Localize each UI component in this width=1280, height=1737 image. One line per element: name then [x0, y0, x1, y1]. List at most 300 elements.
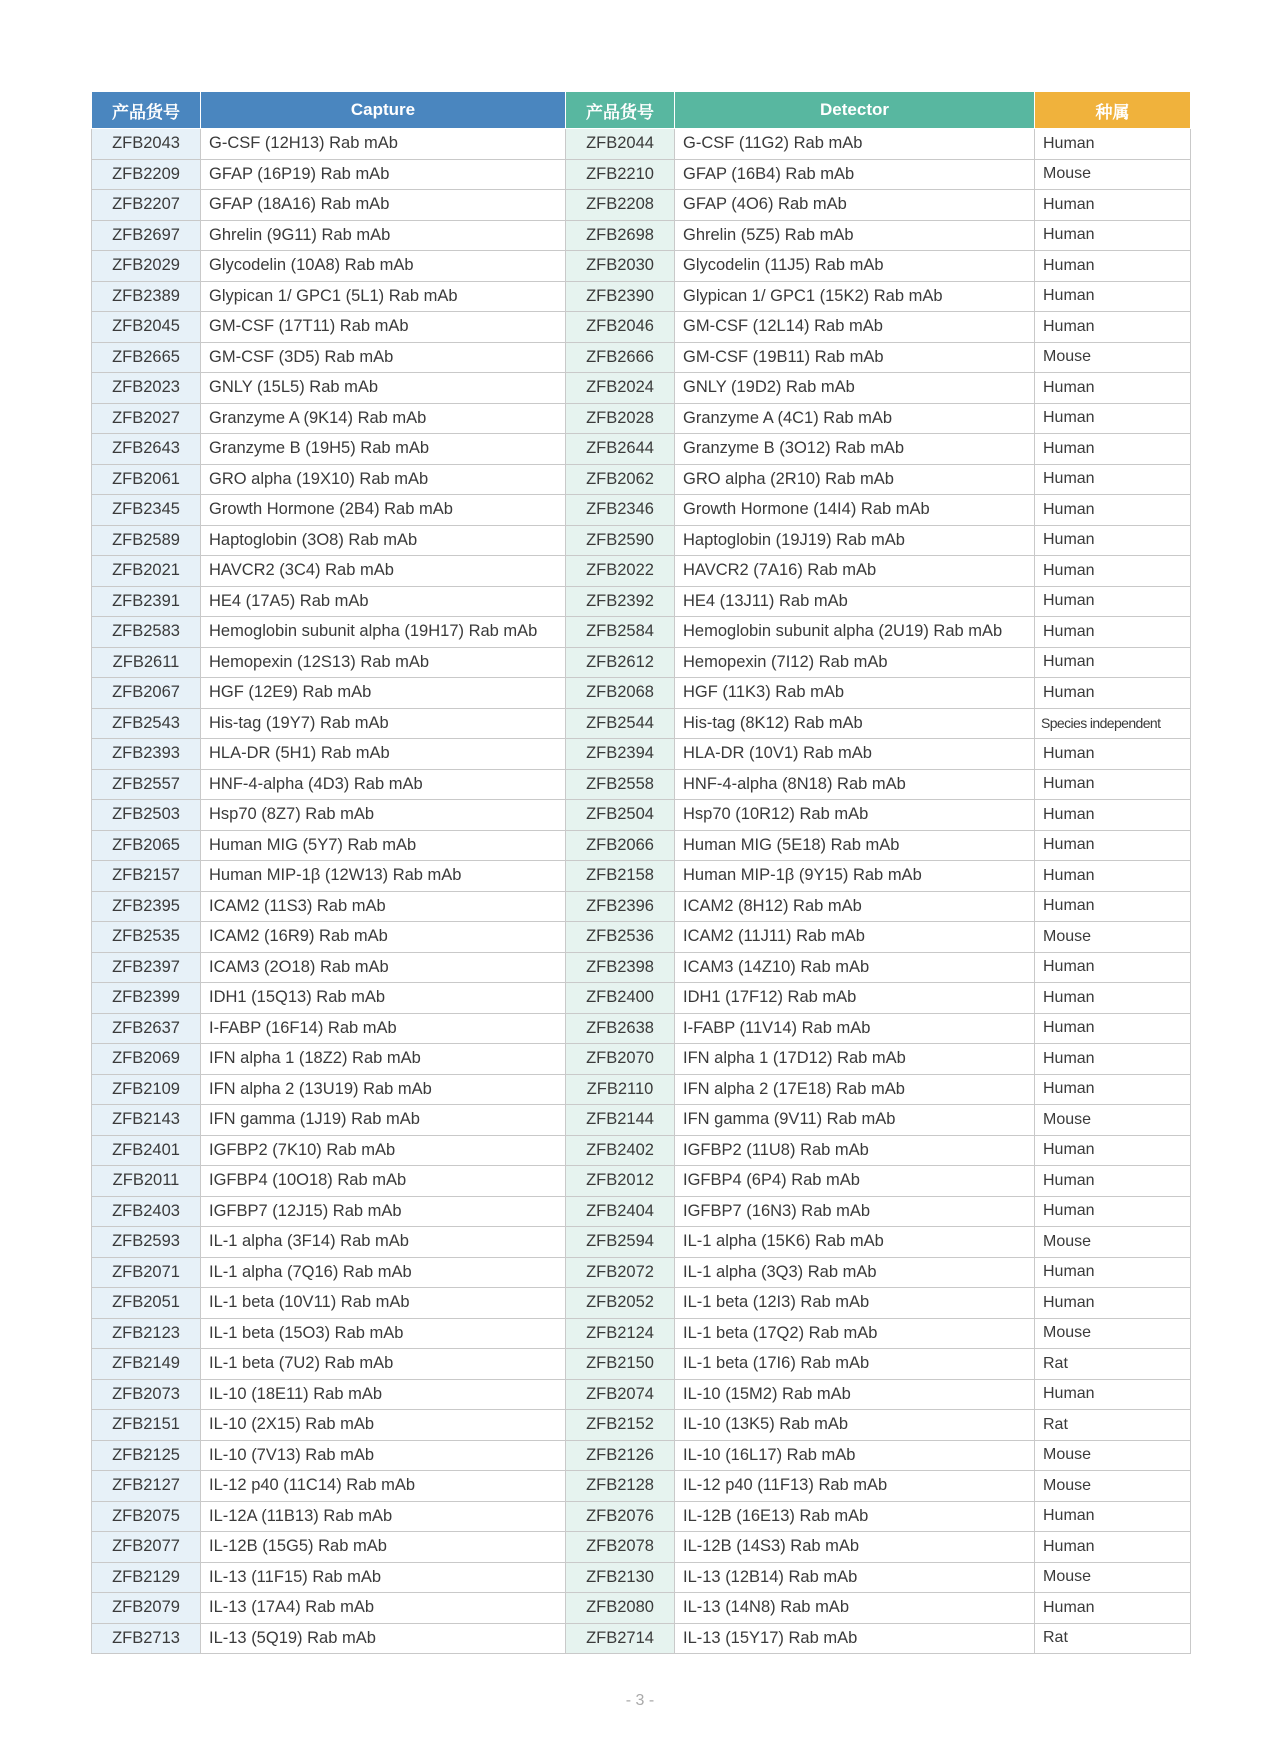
species-cell: Human: [1035, 861, 1191, 892]
species-cell: Human: [1035, 1196, 1191, 1227]
detector-code-cell: ZFB2110: [566, 1074, 675, 1105]
detector-antibody-cell: Glycodelin (11J5) Rab mAb: [675, 251, 1035, 282]
capture-antibody-cell: IL-13 (5Q19) Rab mAb: [201, 1623, 566, 1654]
detector-code-cell: ZFB2074: [566, 1379, 675, 1410]
capture-antibody-cell: I-FABP (16F14) Rab mAb: [201, 1013, 566, 1044]
table-row: [92, 1623, 1191, 1654]
detector-antibody-cell: GRO alpha (2R10) Rab mAb: [675, 464, 1035, 495]
species-cell: Human: [1035, 1532, 1191, 1563]
detector-antibody-cell: GFAP (16B4) Rab mAb: [675, 159, 1035, 190]
detector-antibody-cell: HE4 (13J11) Rab mAb: [675, 586, 1035, 617]
capture-antibody-cell: IGFBP2 (7K10) Rab mAb: [201, 1135, 566, 1166]
species-cell: Rat: [1035, 1349, 1191, 1380]
header-detector: Detector: [675, 92, 1035, 129]
detector-code-cell: ZFB2396: [566, 891, 675, 922]
detector-code-cell: ZFB2068: [566, 678, 675, 709]
species-cell: Human: [1035, 1379, 1191, 1410]
detector-antibody-cell: IL-13 (14N8) Rab mAb: [675, 1593, 1035, 1624]
capture-antibody-cell: Hsp70 (8Z7) Rab mAb: [201, 800, 566, 831]
detector-antibody-cell: Ghrelin (5Z5) Rab mAb: [675, 220, 1035, 251]
capture-code-cell: ZFB2073: [92, 1379, 201, 1410]
detector-code-cell: ZFB2590: [566, 525, 675, 556]
detector-antibody-cell: ICAM2 (8H12) Rab mAb: [675, 891, 1035, 922]
detector-antibody-cell: IL-1 beta (17I6) Rab mAb: [675, 1349, 1035, 1380]
capture-antibody-cell: Human MIG (5Y7) Rab mAb: [201, 830, 566, 861]
table-row: [92, 1135, 1191, 1166]
species-cell: Human: [1035, 434, 1191, 465]
detector-code-cell: ZFB2504: [566, 800, 675, 831]
capture-antibody-cell: IL-1 alpha (3F14) Rab mAb: [201, 1227, 566, 1258]
capture-code-cell: ZFB2393: [92, 739, 201, 770]
capture-antibody-cell: Glypican 1/ GPC1 (5L1) Rab mAb: [201, 281, 566, 312]
species-cell: Mouse: [1035, 922, 1191, 953]
capture-code-cell: ZFB2713: [92, 1623, 201, 1654]
table-row: [92, 220, 1191, 251]
detector-code-cell: ZFB2346: [566, 495, 675, 526]
detector-code-cell: ZFB2128: [566, 1471, 675, 1502]
capture-code-cell: ZFB2345: [92, 495, 201, 526]
capture-code-cell: ZFB2535: [92, 922, 201, 953]
table-row: [92, 1532, 1191, 1563]
capture-code-cell: ZFB2611: [92, 647, 201, 678]
capture-antibody-cell: IL-1 beta (10V11) Rab mAb: [201, 1288, 566, 1319]
detector-code-cell: ZFB2028: [566, 403, 675, 434]
capture-antibody-cell: IGFBP4 (10O18) Rab mAb: [201, 1166, 566, 1197]
table-row: [92, 678, 1191, 709]
species-cell: Human: [1035, 1013, 1191, 1044]
detector-code-cell: ZFB2158: [566, 861, 675, 892]
table-row: [92, 1166, 1191, 1197]
header-capture-code: 产品货号: [92, 92, 201, 129]
detector-antibody-cell: Glypican 1/ GPC1 (15K2) Rab mAb: [675, 281, 1035, 312]
detector-antibody-cell: IL-13 (15Y17) Rab mAb: [675, 1623, 1035, 1654]
table-row: [92, 1562, 1191, 1593]
table-row: [92, 1501, 1191, 1532]
capture-antibody-cell: ICAM3 (2O18) Rab mAb: [201, 952, 566, 983]
capture-code-cell: ZFB2557: [92, 769, 201, 800]
capture-code-cell: ZFB2069: [92, 1044, 201, 1075]
header-detector-code: 产品货号: [566, 92, 675, 129]
table-row: [92, 495, 1191, 526]
table-row: [92, 1593, 1191, 1624]
capture-code-cell: ZFB2665: [92, 342, 201, 373]
table-row: [92, 1074, 1191, 1105]
capture-code-cell: ZFB2021: [92, 556, 201, 587]
detector-antibody-cell: IL-12B (14S3) Rab mAb: [675, 1532, 1035, 1563]
capture-antibody-cell: Hemopexin (12S13) Rab mAb: [201, 647, 566, 678]
capture-code-cell: ZFB2391: [92, 586, 201, 617]
detector-code-cell: ZFB2062: [566, 464, 675, 495]
species-cell: Human: [1035, 1166, 1191, 1197]
capture-antibody-cell: Granzyme A (9K14) Rab mAb: [201, 403, 566, 434]
capture-antibody-cell: GRO alpha (19X10) Rab mAb: [201, 464, 566, 495]
capture-antibody-cell: IL-12 p40 (11C14) Rab mAb: [201, 1471, 566, 1502]
capture-antibody-cell: IL-10 (18E11) Rab mAb: [201, 1379, 566, 1410]
table-row: [92, 586, 1191, 617]
detector-antibody-cell: IDH1 (17F12) Rab mAb: [675, 983, 1035, 1014]
detector-antibody-cell: IL-10 (13K5) Rab mAb: [675, 1410, 1035, 1441]
capture-code-cell: ZFB2123: [92, 1318, 201, 1349]
species-cell: Human: [1035, 464, 1191, 495]
species-cell: Human: [1035, 800, 1191, 831]
detector-code-cell: ZFB2666: [566, 342, 675, 373]
table-row: [92, 373, 1191, 404]
capture-code-cell: ZFB2389: [92, 281, 201, 312]
detector-code-cell: ZFB2644: [566, 434, 675, 465]
detector-code-cell: ZFB2404: [566, 1196, 675, 1227]
detector-antibody-cell: Human MIG (5E18) Rab mAb: [675, 830, 1035, 861]
detector-code-cell: ZFB2080: [566, 1593, 675, 1624]
capture-code-cell: ZFB2589: [92, 525, 201, 556]
capture-antibody-cell: IL-12A (11B13) Rab mAb: [201, 1501, 566, 1532]
detector-antibody-cell: Growth Hormone (14I4) Rab mAb: [675, 495, 1035, 526]
species-cell: Human: [1035, 1288, 1191, 1319]
detector-code-cell: ZFB2072: [566, 1257, 675, 1288]
detector-antibody-cell: GM-CSF (19B11) Rab mAb: [675, 342, 1035, 373]
capture-antibody-cell: Human MIP-1β (12W13) Rab mAb: [201, 861, 566, 892]
table-row: [92, 281, 1191, 312]
detector-code-cell: ZFB2536: [566, 922, 675, 953]
detector-code-cell: ZFB2152: [566, 1410, 675, 1441]
table-row: [92, 556, 1191, 587]
species-cell: Species independent: [1035, 708, 1191, 739]
detector-antibody-cell: IFN alpha 1 (17D12) Rab mAb: [675, 1044, 1035, 1075]
table-row: [92, 159, 1191, 190]
detector-code-cell: ZFB2398: [566, 952, 675, 983]
detector-code-cell: ZFB2208: [566, 190, 675, 221]
detector-code-cell: ZFB2030: [566, 251, 675, 282]
table-row: [92, 312, 1191, 343]
capture-code-cell: ZFB2129: [92, 1562, 201, 1593]
capture-antibody-cell: IGFBP7 (12J15) Rab mAb: [201, 1196, 566, 1227]
detector-antibody-cell: IL-1 beta (17Q2) Rab mAb: [675, 1318, 1035, 1349]
detector-code-cell: ZFB2126: [566, 1440, 675, 1471]
capture-antibody-cell: Hemoglobin subunit alpha (19H17) Rab mAb: [201, 617, 566, 648]
species-cell: Human: [1035, 525, 1191, 556]
table-row: [92, 769, 1191, 800]
detector-code-cell: ZFB2052: [566, 1288, 675, 1319]
capture-antibody-cell: IL-1 beta (7U2) Rab mAb: [201, 1349, 566, 1380]
table-row: [92, 800, 1191, 831]
species-cell: Mouse: [1035, 1318, 1191, 1349]
detector-antibody-cell: HLA-DR (10V1) Rab mAb: [675, 739, 1035, 770]
detector-code-cell: ZFB2124: [566, 1318, 675, 1349]
species-cell: Mouse: [1035, 1471, 1191, 1502]
species-cell: Rat: [1035, 1623, 1191, 1654]
species-cell: Rat: [1035, 1410, 1191, 1441]
detector-antibody-cell: IL-1 beta (12I3) Rab mAb: [675, 1288, 1035, 1319]
table-row: [92, 403, 1191, 434]
capture-code-cell: ZFB2079: [92, 1593, 201, 1624]
capture-antibody-cell: HAVCR2 (3C4) Rab mAb: [201, 556, 566, 587]
capture-antibody-cell: IL-1 alpha (7Q16) Rab mAb: [201, 1257, 566, 1288]
capture-antibody-cell: GNLY (15L5) Rab mAb: [201, 373, 566, 404]
detector-code-cell: ZFB2594: [566, 1227, 675, 1258]
species-cell: Human: [1035, 312, 1191, 343]
capture-antibody-cell: IL-10 (2X15) Rab mAb: [201, 1410, 566, 1441]
species-cell: Human: [1035, 373, 1191, 404]
capture-code-cell: ZFB2207: [92, 190, 201, 221]
detector-antibody-cell: Human MIP-1β (9Y15) Rab mAb: [675, 861, 1035, 892]
detector-antibody-cell: IL-12B (16E13) Rab mAb: [675, 1501, 1035, 1532]
species-cell: Human: [1035, 769, 1191, 800]
species-cell: Human: [1035, 1044, 1191, 1075]
detector-antibody-cell: IL-10 (16L17) Rab mAb: [675, 1440, 1035, 1471]
species-cell: Human: [1035, 586, 1191, 617]
capture-code-cell: ZFB2157: [92, 861, 201, 892]
detector-code-cell: ZFB2066: [566, 830, 675, 861]
capture-code-cell: ZFB2395: [92, 891, 201, 922]
capture-antibody-cell: His-tag (19Y7) Rab mAb: [201, 708, 566, 739]
table-row: [92, 1288, 1191, 1319]
capture-antibody-cell: IL-12B (15G5) Rab mAb: [201, 1532, 566, 1563]
capture-code-cell: ZFB2051: [92, 1288, 201, 1319]
detector-code-cell: ZFB2046: [566, 312, 675, 343]
detector-code-cell: ZFB2392: [566, 586, 675, 617]
capture-code-cell: ZFB2077: [92, 1532, 201, 1563]
capture-code-cell: ZFB2209: [92, 159, 201, 190]
table-row: [92, 1318, 1191, 1349]
capture-code-cell: ZFB2065: [92, 830, 201, 861]
capture-code-cell: ZFB2067: [92, 678, 201, 709]
capture-antibody-cell: GFAP (18A16) Rab mAb: [201, 190, 566, 221]
detector-antibody-cell: IL-13 (12B14) Rab mAb: [675, 1562, 1035, 1593]
detector-antibody-cell: ICAM2 (11J11) Rab mAb: [675, 922, 1035, 953]
species-cell: Human: [1035, 1074, 1191, 1105]
detector-code-cell: ZFB2638: [566, 1013, 675, 1044]
table-row: [92, 1196, 1191, 1227]
detector-code-cell: ZFB2078: [566, 1532, 675, 1563]
species-cell: Mouse: [1035, 1562, 1191, 1593]
detector-code-cell: ZFB2070: [566, 1044, 675, 1075]
detector-code-cell: ZFB2390: [566, 281, 675, 312]
capture-antibody-cell: HGF (12E9) Rab mAb: [201, 678, 566, 709]
capture-code-cell: ZFB2109: [92, 1074, 201, 1105]
detector-antibody-cell: Hsp70 (10R12) Rab mAb: [675, 800, 1035, 831]
species-cell: Human: [1035, 220, 1191, 251]
capture-antibody-cell: G-CSF (12H13) Rab mAb: [201, 129, 566, 160]
species-cell: Human: [1035, 1501, 1191, 1532]
detector-code-cell: ZFB2024: [566, 373, 675, 404]
species-cell: Human: [1035, 495, 1191, 526]
capture-antibody-cell: IDH1 (15Q13) Rab mAb: [201, 983, 566, 1014]
detector-antibody-cell: Hemopexin (7I12) Rab mAb: [675, 647, 1035, 678]
detector-antibody-cell: G-CSF (11G2) Rab mAb: [675, 129, 1035, 160]
detector-antibody-cell: ICAM3 (14Z10) Rab mAb: [675, 952, 1035, 983]
table-row: [92, 190, 1191, 221]
species-cell: Human: [1035, 891, 1191, 922]
detector-code-cell: ZFB2584: [566, 617, 675, 648]
detector-antibody-cell: IL-12 p40 (11F13) Rab mAb: [675, 1471, 1035, 1502]
species-cell: Mouse: [1035, 1440, 1191, 1471]
table-row: [92, 464, 1191, 495]
detector-code-cell: ZFB2130: [566, 1562, 675, 1593]
table-row: [92, 1440, 1191, 1471]
table-row: [92, 1257, 1191, 1288]
detector-antibody-cell: I-FABP (11V14) Rab mAb: [675, 1013, 1035, 1044]
detector-antibody-cell: IGFBP2 (11U8) Rab mAb: [675, 1135, 1035, 1166]
detector-antibody-cell: His-tag (8K12) Rab mAb: [675, 708, 1035, 739]
detector-antibody-cell: Hemoglobin subunit alpha (2U19) Rab mAb: [675, 617, 1035, 648]
capture-code-cell: ZFB2397: [92, 952, 201, 983]
table-row: [92, 739, 1191, 770]
species-cell: Mouse: [1035, 159, 1191, 190]
detector-antibody-cell: IFN alpha 2 (17E18) Rab mAb: [675, 1074, 1035, 1105]
capture-antibody-cell: IFN alpha 2 (13U19) Rab mAb: [201, 1074, 566, 1105]
table-row: [92, 1227, 1191, 1258]
capture-antibody-cell: Glycodelin (10A8) Rab mAb: [201, 251, 566, 282]
capture-antibody-cell: IFN gamma (1J19) Rab mAb: [201, 1105, 566, 1136]
table-row: [92, 434, 1191, 465]
table-row: [92, 922, 1191, 953]
detector-code-cell: ZFB2544: [566, 708, 675, 739]
table-row: [92, 1471, 1191, 1502]
capture-antibody-cell: Ghrelin (9G11) Rab mAb: [201, 220, 566, 251]
capture-code-cell: ZFB2643: [92, 434, 201, 465]
header-capture: Capture: [201, 92, 566, 129]
capture-code-cell: ZFB2543: [92, 708, 201, 739]
capture-code-cell: ZFB2125: [92, 1440, 201, 1471]
detector-code-cell: ZFB2698: [566, 220, 675, 251]
table-row: [92, 1105, 1191, 1136]
capture-antibody-cell: IL-13 (17A4) Rab mAb: [201, 1593, 566, 1624]
table-row: [92, 952, 1191, 983]
capture-code-cell: ZFB2027: [92, 403, 201, 434]
detector-code-cell: ZFB2150: [566, 1349, 675, 1380]
detector-antibody-cell: IGFBP4 (6P4) Rab mAb: [675, 1166, 1035, 1197]
capture-antibody-cell: GM-CSF (17T11) Rab mAb: [201, 312, 566, 343]
capture-code-cell: ZFB2071: [92, 1257, 201, 1288]
detector-antibody-cell: Granzyme A (4C1) Rab mAb: [675, 403, 1035, 434]
table-row: [92, 1044, 1191, 1075]
species-cell: Human: [1035, 830, 1191, 861]
product-table: [91, 91, 1191, 1654]
detector-antibody-cell: HAVCR2 (7A16) Rab mAb: [675, 556, 1035, 587]
capture-code-cell: ZFB2045: [92, 312, 201, 343]
capture-code-cell: ZFB2583: [92, 617, 201, 648]
capture-antibody-cell: HE4 (17A5) Rab mAb: [201, 586, 566, 617]
capture-code-cell: ZFB2023: [92, 373, 201, 404]
table-row: [92, 129, 1191, 160]
species-cell: Mouse: [1035, 1227, 1191, 1258]
capture-code-cell: ZFB2151: [92, 1410, 201, 1441]
table-row: [92, 708, 1191, 739]
detector-code-cell: ZFB2400: [566, 983, 675, 1014]
species-cell: Mouse: [1035, 342, 1191, 373]
detector-code-cell: ZFB2144: [566, 1105, 675, 1136]
table-row: [92, 983, 1191, 1014]
detector-antibody-cell: IGFBP7 (16N3) Rab mAb: [675, 1196, 1035, 1227]
detector-antibody-cell: GNLY (19D2) Rab mAb: [675, 373, 1035, 404]
detector-code-cell: ZFB2076: [566, 1501, 675, 1532]
capture-code-cell: ZFB2011: [92, 1166, 201, 1197]
detector-code-cell: ZFB2558: [566, 769, 675, 800]
detector-antibody-cell: IFN gamma (9V11) Rab mAb: [675, 1105, 1035, 1136]
species-cell: Human: [1035, 1593, 1191, 1624]
species-cell: Human: [1035, 678, 1191, 709]
capture-antibody-cell: HLA-DR (5H1) Rab mAb: [201, 739, 566, 770]
detector-antibody-cell: IL-10 (15M2) Rab mAb: [675, 1379, 1035, 1410]
capture-antibody-cell: ICAM2 (11S3) Rab mAb: [201, 891, 566, 922]
header-species: 种属: [1035, 92, 1191, 129]
capture-code-cell: ZFB2143: [92, 1105, 201, 1136]
table-row: [92, 1379, 1191, 1410]
detector-antibody-cell: GM-CSF (12L14) Rab mAb: [675, 312, 1035, 343]
capture-code-cell: ZFB2503: [92, 800, 201, 831]
species-cell: Human: [1035, 1135, 1191, 1166]
capture-code-cell: ZFB2127: [92, 1471, 201, 1502]
detector-code-cell: ZFB2012: [566, 1166, 675, 1197]
species-cell: Human: [1035, 739, 1191, 770]
table-row: [92, 525, 1191, 556]
capture-antibody-cell: IL-10 (7V13) Rab mAb: [201, 1440, 566, 1471]
table-row: [92, 830, 1191, 861]
detector-antibody-cell: IL-1 alpha (3Q3) Rab mAb: [675, 1257, 1035, 1288]
capture-antibody-cell: HNF-4-alpha (4D3) Rab mAb: [201, 769, 566, 800]
table-row: [92, 1349, 1191, 1380]
table-row: [92, 861, 1191, 892]
page-number: - 3 -: [625, 1692, 655, 1709]
table-row: [92, 342, 1191, 373]
table-row: [92, 647, 1191, 678]
capture-antibody-cell: Growth Hormone (2B4) Rab mAb: [201, 495, 566, 526]
capture-code-cell: ZFB2029: [92, 251, 201, 282]
table-row: [92, 1013, 1191, 1044]
species-cell: Human: [1035, 983, 1191, 1014]
capture-code-cell: ZFB2403: [92, 1196, 201, 1227]
species-cell: Mouse: [1035, 1105, 1191, 1136]
capture-antibody-cell: ICAM2 (16R9) Rab mAb: [201, 922, 566, 953]
detector-antibody-cell: GFAP (4O6) Rab mAb: [675, 190, 1035, 221]
capture-code-cell: ZFB2075: [92, 1501, 201, 1532]
capture-antibody-cell: IL-13 (11F15) Rab mAb: [201, 1562, 566, 1593]
capture-code-cell: ZFB2043: [92, 129, 201, 160]
detector-code-cell: ZFB2022: [566, 556, 675, 587]
capture-code-cell: ZFB2697: [92, 220, 201, 251]
capture-antibody-cell: Granzyme B (19H5) Rab mAb: [201, 434, 566, 465]
table-row: [92, 251, 1191, 282]
detector-code-cell: ZFB2612: [566, 647, 675, 678]
species-cell: Human: [1035, 952, 1191, 983]
capture-antibody-cell: IFN alpha 1 (18Z2) Rab mAb: [201, 1044, 566, 1075]
capture-antibody-cell: GM-CSF (3D5) Rab mAb: [201, 342, 566, 373]
capture-code-cell: ZFB2401: [92, 1135, 201, 1166]
capture-antibody-cell: GFAP (16P19) Rab mAb: [201, 159, 566, 190]
species-cell: Human: [1035, 617, 1191, 648]
detector-code-cell: ZFB2394: [566, 739, 675, 770]
detector-code-cell: ZFB2402: [566, 1135, 675, 1166]
detector-code-cell: ZFB2210: [566, 159, 675, 190]
capture-code-cell: ZFB2637: [92, 1013, 201, 1044]
species-cell: Human: [1035, 556, 1191, 587]
species-cell: Human: [1035, 281, 1191, 312]
table-header-row: [92, 92, 1191, 129]
detector-antibody-cell: IL-1 alpha (15K6) Rab mAb: [675, 1227, 1035, 1258]
capture-code-cell: ZFB2399: [92, 983, 201, 1014]
species-cell: Human: [1035, 129, 1191, 160]
detector-code-cell: ZFB2044: [566, 129, 675, 160]
capture-code-cell: ZFB2061: [92, 464, 201, 495]
detector-antibody-cell: Granzyme B (3O12) Rab mAb: [675, 434, 1035, 465]
capture-antibody-cell: IL-1 beta (15O3) Rab mAb: [201, 1318, 566, 1349]
capture-code-cell: ZFB2149: [92, 1349, 201, 1380]
capture-antibody-cell: Haptoglobin (3O8) Rab mAb: [201, 525, 566, 556]
detector-code-cell: ZFB2714: [566, 1623, 675, 1654]
table-row: [92, 1410, 1191, 1441]
species-cell: Human: [1035, 251, 1191, 282]
detector-antibody-cell: HNF-4-alpha (8N18) Rab mAb: [675, 769, 1035, 800]
species-cell: Human: [1035, 1257, 1191, 1288]
